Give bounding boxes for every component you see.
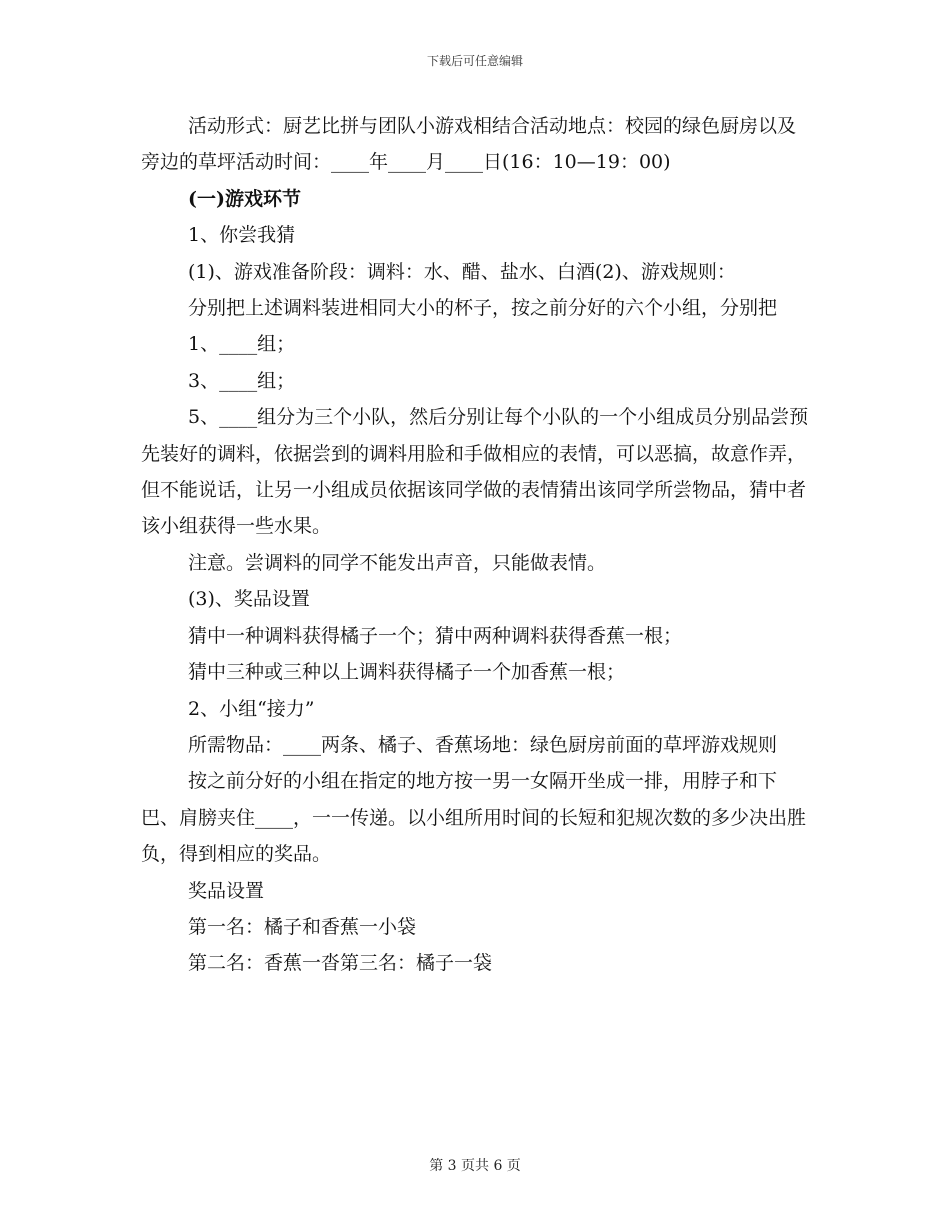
page-footer: 第 3 页共 6 页 (429, 1158, 521, 1174)
section-heading-games: (一)游戏环节 (188, 187, 301, 210)
page-header: 下载后可任意编辑 (426, 54, 523, 68)
game-1-rules-intro: 分别把上述调料装进相同大小的杯子，按之前分好的六个小组，分别把 (188, 297, 778, 320)
game-1-prize-line-2: 猜中三种或三种以上调料获得橘子一个加香蕉一根； (188, 661, 626, 684)
game-2-prize-heading: 奖品设置 (188, 879, 265, 902)
game-2-rules: 按之前分好的小组在指定的地方按一男一女隔开坐成一排，用脖子和下巴、肩膀夹住____，一一传递。以小组所用时间的长短和犯规次数的多少决出胜负，得到相应的奖品。 (141, 770, 807, 866)
paragraph-activity-info: 活动形式：厨艺比拼与团队小游戏相结合活动地点：校园的绿色厨房以及旁边的草坪活动时间：____年____月____日(16：10—19：00) (141, 115, 797, 174)
document-body (141, 108, 809, 982)
game-1-prize-heading: (3)、奖品设置 (188, 588, 310, 611)
group-item-1: 1、____组； (188, 333, 296, 356)
prize-second-third: 第二名：香蕉一沓第三名：橘子一袋 (188, 952, 493, 975)
game-1-prize-line-1: 猜中一种调料获得橘子一个；猜中两种调料获得香蕉一根； (188, 624, 683, 647)
game-1-title: 1、你尝我猜 (188, 224, 296, 247)
game-1-preparation: (1)、游戏准备阶段：调料：水、醋、盐水、白酒(2)、游戏规则： (188, 260, 736, 283)
group-item-3: 3、____组； (188, 369, 296, 392)
game-2-materials: 所需物品：____两条、橘子、香蕉场地：绿色厨房前面的草坪游戏规则 (188, 733, 778, 756)
game-1-note: 注意。尝调料的同学不能发出声音，只能做表情。 (188, 551, 607, 574)
game-2-title: 2、小组“接力” (188, 697, 315, 720)
group-item-5-rules: 5、____组分为三个小队，然后分别让每个小队的一个小组成员分别品尝预先装好的调料，依据尝到的调料用脸和手做相应的表情，可以恶搞，故意作弄，但不能说话，让另一小组成员依据该同学做的表情猜出该同学所尝物品，猜中者该小组获得一些水果。 (141, 406, 809, 538)
prize-first: 第一名：橘子和香蕉一小袋 (188, 915, 417, 938)
